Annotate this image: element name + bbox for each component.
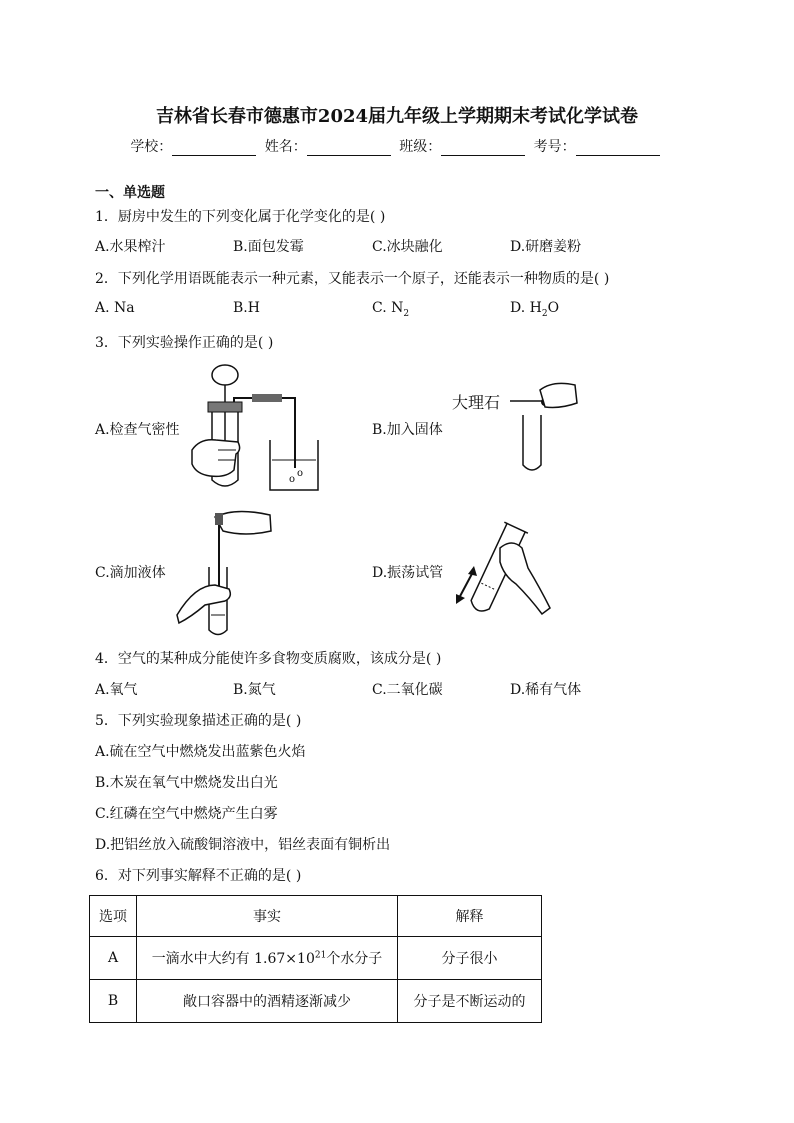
- q3-option-c: C.滴加液体: [95, 565, 166, 581]
- row-a-fact-tail: 个水分子: [326, 951, 383, 967]
- row-a-fact-exponent: 21: [314, 950, 327, 961]
- class-blank[interactable]: [441, 141, 525, 156]
- class-label: 班级：: [399, 139, 442, 155]
- q2-option-c: [372, 300, 409, 319]
- exam-title: 吉林省长春市德惠市2024届九年级上学期期末考试化学试卷: [155, 106, 639, 127]
- school-label: 学校：: [130, 139, 173, 155]
- q4-option-a: A.氧气: [95, 682, 138, 698]
- q3-option-a: A.检查气密性: [95, 422, 180, 438]
- question-2-stem: 2．下列化学用语既能表示一种元素，又能表示一个原子，还能表示一种物质的是( ): [95, 271, 610, 287]
- airtightness-check-figure: [190, 360, 330, 495]
- q2-option-a: A. Na: [95, 300, 135, 316]
- shake-tube-figure: [450, 518, 560, 628]
- q3-option-d: D.振荡试管: [372, 565, 444, 581]
- question-1-stem: 1．厨房中发生的下列变化属于化学变化的是( ): [95, 209, 386, 225]
- add-solid-figure: [505, 375, 585, 475]
- q1-option-b: B.面包发霉: [233, 239, 304, 255]
- q4-option-b: B.氮气: [233, 682, 276, 698]
- q2-option-d-text: D. H: [510, 300, 542, 316]
- question-4-stem: 4．空气的某种成分能使许多食物变质腐败，该成分是( ): [95, 651, 442, 667]
- table-header-row: [90, 896, 542, 937]
- school-blank[interactable]: [172, 141, 256, 156]
- question-3-stem: 3．下列实验操作正确的是( ): [95, 335, 274, 351]
- row-b-option: B: [90, 980, 137, 1023]
- q4-option-c: C.二氧化碳: [372, 682, 443, 698]
- table-row: [90, 937, 542, 980]
- q3-option-b: B.加入固体: [372, 422, 443, 438]
- name-blank[interactable]: [307, 141, 391, 156]
- exam-number-label: 考号：: [533, 139, 576, 155]
- q1-option-d: D.研磨姜粉: [510, 239, 582, 255]
- svg-text:o: o: [297, 468, 304, 479]
- q2-option-d-subscript: 2: [541, 308, 548, 319]
- row-b-fact: 敞口容器中的酒精逐渐减少: [137, 980, 398, 1023]
- q5-option-b: B.木炭在氧气中燃烧发出白光: [95, 775, 278, 791]
- q2-option-b: B.H: [233, 300, 260, 316]
- question-6-stem: 6．对下列事实解释不正确的是( ): [95, 868, 302, 884]
- facts-table: [89, 895, 542, 1023]
- q1-option-a: A.水果榨汁: [95, 239, 166, 255]
- svg-text:o: o: [289, 474, 296, 485]
- header-explanation: 解释: [398, 896, 542, 937]
- row-a-explanation: 分子很小: [398, 937, 542, 980]
- q2-option-c-text: C. N: [372, 300, 404, 316]
- name-label: 姓名：: [264, 139, 307, 155]
- q2-option-d-tail: O: [547, 300, 560, 316]
- q5-option-d: D.把铝丝放入硫酸铜溶液中，铝丝表面有铜析出: [95, 837, 391, 853]
- row-a-fact: [137, 937, 398, 980]
- header-option: 选项: [90, 896, 137, 937]
- exam-number-blank[interactable]: [576, 141, 660, 156]
- q2-option-d: [510, 300, 559, 319]
- table-row: [90, 980, 542, 1023]
- marble-label: 大理石: [452, 393, 501, 412]
- q1-option-c: C.冰块融化: [372, 239, 443, 255]
- q2-option-c-subscript: 2: [403, 308, 410, 319]
- q5-option-a: A.硫在空气中燃烧发出蓝紫色火焰: [95, 744, 306, 760]
- question-5-stem: 5．下列实验现象描述正确的是( ): [95, 713, 302, 729]
- row-b-explanation: 分子是不断运动的: [398, 980, 542, 1023]
- header-fact: 事实: [137, 896, 398, 937]
- q5-option-c: C.红磷在空气中燃烧产生白雾: [95, 806, 278, 822]
- row-a-option: A: [90, 937, 137, 980]
- student-info-line: [0, 136, 794, 156]
- q4-option-d: D.稀有气体: [510, 682, 582, 698]
- row-a-fact-text: 一滴水中大约有 1.67×10: [151, 951, 315, 967]
- section-heading: 一、单选题: [95, 185, 165, 201]
- add-liquid-figure: [175, 505, 275, 640]
